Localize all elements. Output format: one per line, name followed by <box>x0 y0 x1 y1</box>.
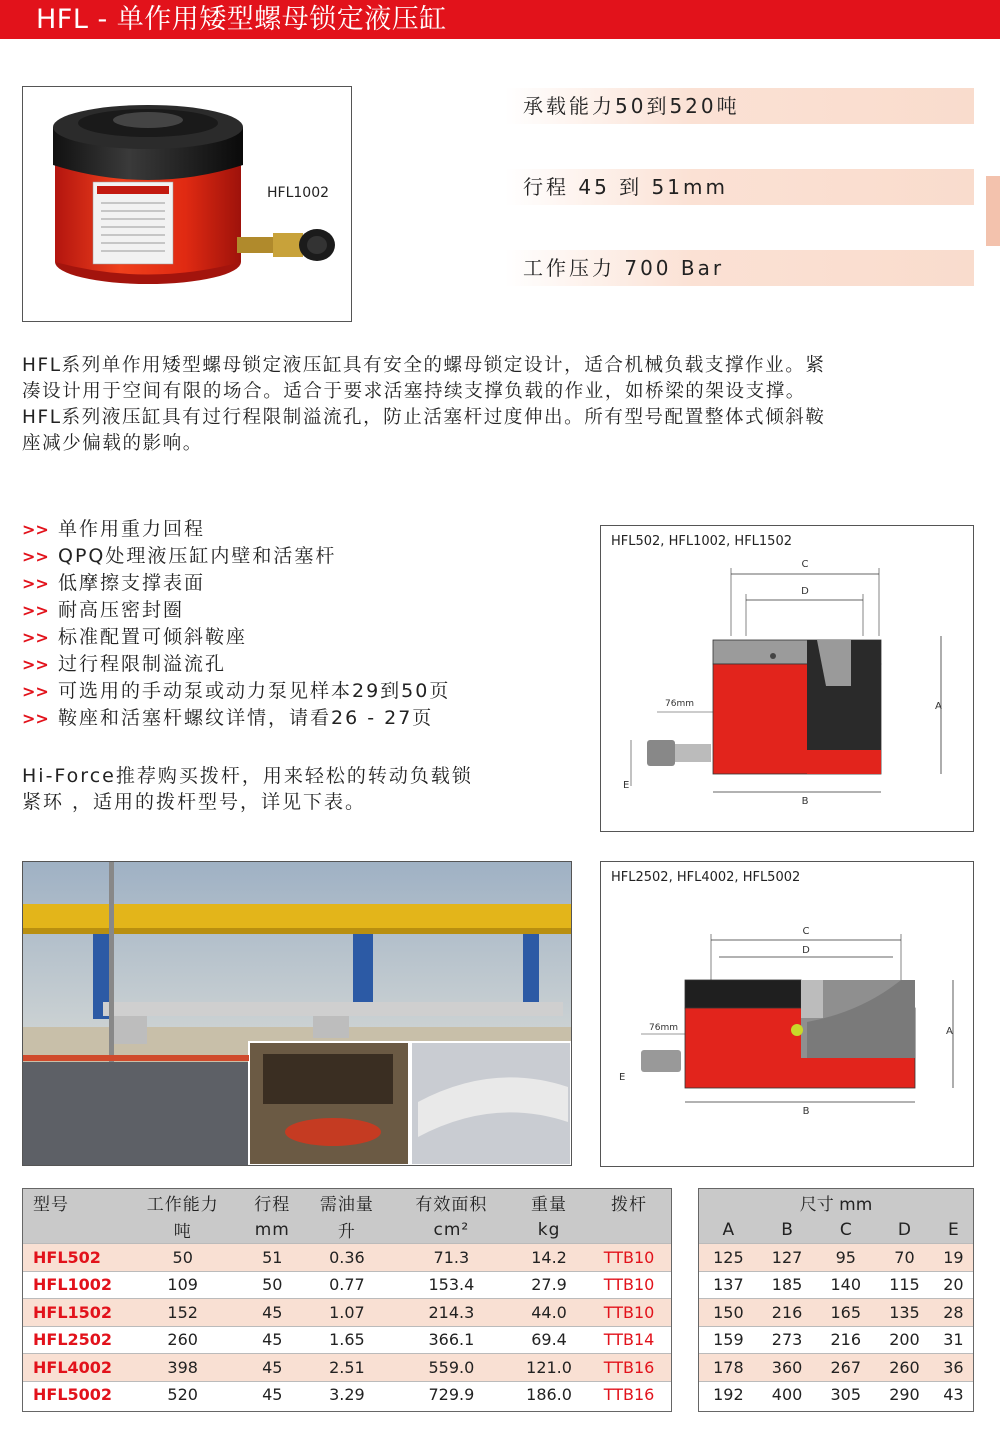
cell: 214.3 <box>392 1299 511 1327</box>
cell-rod: TTB10 <box>587 1244 671 1272</box>
cell: 400 <box>758 1381 817 1408</box>
cell: 366.1 <box>392 1326 511 1354</box>
feature-item <box>22 543 562 570</box>
table-row <box>23 1354 671 1382</box>
col-header-model: 型号 <box>33 1195 69 1215</box>
cell: 20 <box>934 1271 973 1299</box>
side-tab <box>986 176 1000 246</box>
cell: 185 <box>758 1271 817 1299</box>
table-header-row <box>23 1216 671 1244</box>
dim-c-label: C <box>802 926 810 937</box>
cell: 71.3 <box>392 1244 511 1272</box>
feature-item <box>22 705 562 732</box>
spec-pressure-text: 工作压力 700 Bar <box>523 256 725 280</box>
cell: 125 <box>699 1244 758 1272</box>
table-row <box>23 1244 671 1272</box>
col-header-rod: 拨杆 <box>611 1195 648 1215</box>
dim-b-label: B <box>802 1106 810 1117</box>
col-unit: cm² <box>433 1219 470 1240</box>
col-unit: 升 <box>337 1222 356 1242</box>
table-row <box>23 1326 671 1354</box>
cell: 127 <box>758 1244 817 1272</box>
cell: 273 <box>758 1326 817 1354</box>
feature-text: 标准配置可倾斜鞍座 <box>58 626 248 648</box>
feature-item <box>22 651 562 678</box>
spec-pressure <box>505 250 974 286</box>
header-bar <box>0 0 1000 39</box>
feature-item <box>22 597 562 624</box>
cell: 45 <box>242 1326 302 1354</box>
cell-rod: TTB16 <box>587 1381 671 1408</box>
col-header-a: A <box>722 1219 735 1240</box>
cell: 27.9 <box>511 1271 587 1299</box>
diagram-small-models <box>600 525 974 832</box>
cell: 165 <box>816 1299 875 1327</box>
cell: 36 <box>934 1354 973 1382</box>
col-unit <box>23 1216 123 1244</box>
cell: 45 <box>242 1381 302 1408</box>
dim-b-label: B <box>801 796 809 807</box>
page-title: HFL - 单作用矮型螺母锁定液压缸 <box>36 4 447 35</box>
col-header-e: E <box>948 1219 959 1240</box>
col-unit: kg <box>537 1219 561 1240</box>
cell: 0.77 <box>302 1271 392 1299</box>
description <box>22 353 976 457</box>
diagram-large-models <box>600 861 974 1167</box>
cell-rod: TTB14 <box>587 1326 671 1354</box>
feature-list <box>22 516 562 732</box>
cell: 729.9 <box>392 1381 511 1408</box>
cell: 216 <box>758 1299 817 1327</box>
recommendation <box>22 763 562 815</box>
col-unit: mm <box>254 1219 290 1240</box>
dim-d-label: D <box>802 945 810 956</box>
cell: 45 <box>242 1354 302 1382</box>
cell: 135 <box>875 1299 934 1327</box>
feature-text: 过行程限制溢流孔 <box>58 653 227 675</box>
cell: 186.0 <box>511 1381 587 1408</box>
cell: 137 <box>699 1271 758 1299</box>
cylinder-illustration <box>23 87 352 322</box>
cell: 109 <box>123 1271 242 1299</box>
feature-item <box>22 624 562 651</box>
cell: 398 <box>123 1354 242 1382</box>
cell: 140 <box>816 1271 875 1299</box>
table-row <box>23 1381 671 1408</box>
cell: 31 <box>934 1326 973 1354</box>
cell: 45 <box>242 1299 302 1327</box>
col-header-area: 有效面积 <box>415 1195 488 1215</box>
feature-text: 低摩擦支撑表面 <box>58 572 206 594</box>
col-header-oil: 需油量 <box>319 1195 374 1215</box>
cell: 290 <box>875 1381 934 1408</box>
dim-d-label: D <box>801 586 809 597</box>
col-header-weight: 重量 <box>531 1195 568 1215</box>
cell-model: HFL2502 <box>23 1326 123 1354</box>
cell: 260 <box>875 1354 934 1382</box>
col-header-stroke: 行程 <box>254 1195 291 1215</box>
chevron-icon: >> <box>22 601 49 620</box>
cell: 153.4 <box>392 1271 511 1299</box>
feature-text: 可选用的手动泵或动力泵见样本29到50页 <box>58 680 451 702</box>
diagram-drawing <box>601 526 973 831</box>
table-row <box>699 1326 973 1354</box>
table-row <box>699 1299 973 1327</box>
cell-rod: TTB10 <box>587 1299 671 1327</box>
table-header-row <box>23 1189 671 1216</box>
description-line: 凑设计用于空间有限的场合。适合于要求活塞持续支撑负载的作业，如桥梁的架设支撑。 <box>22 381 806 402</box>
table-row <box>23 1299 671 1327</box>
cell: 95 <box>816 1244 875 1272</box>
feature-item <box>22 570 562 597</box>
dim-a-label: A <box>946 1026 953 1037</box>
col-header-b: B <box>781 1219 793 1240</box>
cell: 360 <box>758 1354 817 1382</box>
cell-rod: TTB16 <box>587 1354 671 1382</box>
table-row <box>699 1244 973 1272</box>
description-line: HFL系列液压缸具有过行程限制溢流孔，防止活塞杆过度伸出。所有型号配置整体式倾斜鞍 <box>22 407 826 428</box>
col-unit <box>587 1216 671 1244</box>
description-line: HFL系列单作用矮型螺母锁定液压缸具有安全的螺母锁定设计，适合机械负载支撑作业。紧 <box>22 355 826 376</box>
cell: 50 <box>123 1244 242 1272</box>
cell-model: HFL1502 <box>23 1299 123 1327</box>
cell-model: HFL5002 <box>23 1381 123 1408</box>
spec-table <box>22 1188 672 1412</box>
chevron-icon: >> <box>22 709 49 728</box>
cell: 43 <box>934 1381 973 1408</box>
dim-e-label: E <box>619 1072 626 1083</box>
table-row <box>699 1271 973 1299</box>
cell: 115 <box>875 1271 934 1299</box>
table-row <box>23 1271 671 1299</box>
dimension-table <box>698 1188 974 1412</box>
dim-e-label: E <box>623 780 630 791</box>
cell: 69.4 <box>511 1326 587 1354</box>
col-unit: 吨 <box>173 1222 192 1242</box>
cell: 192 <box>699 1381 758 1408</box>
table-row <box>699 1354 973 1382</box>
dim-c-label: C <box>801 559 809 570</box>
spec-stroke-text: 行程 45 到 51mm <box>523 175 728 199</box>
feature-text: 鞍座和活塞杆螺纹详情，请看26 - 27页 <box>58 707 434 729</box>
diagram-drawing <box>601 862 973 1166</box>
diagram-title: HFL2502, HFL4002, HFL5002 <box>611 870 801 885</box>
cell: 152 <box>123 1299 242 1327</box>
spec-capacity-text: 承载能力50到520吨 <box>523 94 740 118</box>
cell: 70 <box>875 1244 934 1272</box>
chevron-icon: >> <box>22 655 49 674</box>
cell: 44.0 <box>511 1299 587 1327</box>
chevron-icon: >> <box>22 682 49 701</box>
chevron-icon: >> <box>22 574 49 593</box>
chevron-icon: >> <box>22 520 49 539</box>
spec-stroke <box>505 169 974 205</box>
recommendation-line: Hi-Force推荐购买拨杆，用来轻松的转动负载锁 <box>22 765 473 787</box>
cell: 260 <box>123 1326 242 1354</box>
chevron-icon: >> <box>22 547 49 566</box>
cell: 159 <box>699 1326 758 1354</box>
cell: 200 <box>875 1326 934 1354</box>
bridge-construction-illustration <box>23 862 571 1165</box>
cell: 0.36 <box>302 1244 392 1272</box>
cell-rod: TTB10 <box>587 1271 671 1299</box>
feature-text: 耐高压密封圈 <box>58 599 185 621</box>
photo-model-label: HFL1002 <box>267 185 330 201</box>
product-photo <box>22 86 352 322</box>
cell: 28 <box>934 1299 973 1327</box>
cell: 267 <box>816 1354 875 1382</box>
col-header-capacity: 工作能力 <box>146 1195 219 1215</box>
cell: 19 <box>934 1244 973 1272</box>
cell: 1.07 <box>302 1299 392 1327</box>
cell: 14.2 <box>511 1244 587 1272</box>
cell: 50 <box>242 1271 302 1299</box>
cell: 559.0 <box>392 1354 511 1382</box>
cell: 2.51 <box>302 1354 392 1382</box>
cell-model: HFL1002 <box>23 1271 123 1299</box>
cell-model: HFL502 <box>23 1244 123 1272</box>
feature-item <box>22 516 562 543</box>
diagram-title: HFL502, HFL1002, HFL1502 <box>611 534 792 549</box>
cell: 305 <box>816 1381 875 1408</box>
feature-text: QPQ处理液压缸内壁和活塞杆 <box>58 545 337 567</box>
application-photo <box>22 861 572 1166</box>
table-header-row <box>699 1189 973 1216</box>
spec-capacity <box>505 88 974 124</box>
cell-model: HFL4002 <box>23 1354 123 1382</box>
feature-item <box>22 678 562 705</box>
feature-text: 单作用重力回程 <box>58 518 206 540</box>
dim-table-title: 尺寸 mm <box>799 1195 873 1215</box>
cell: 178 <box>699 1354 758 1382</box>
dim-a-label: A <box>935 701 942 712</box>
description-line: 座减少偏载的影响。 <box>22 433 203 454</box>
port-dim-label: 76mm <box>665 699 694 709</box>
table-row <box>699 1381 973 1408</box>
cell: 121.0 <box>511 1354 587 1382</box>
cell: 216 <box>816 1326 875 1354</box>
col-header-c: C <box>839 1219 852 1240</box>
chevron-icon: >> <box>22 628 49 647</box>
cell: 150 <box>699 1299 758 1327</box>
cell: 520 <box>123 1381 242 1408</box>
cell: 1.65 <box>302 1326 392 1354</box>
cell: 51 <box>242 1244 302 1272</box>
port-dim-label: 76mm <box>649 1023 678 1033</box>
table-header-row <box>699 1216 973 1244</box>
col-header-d: D <box>897 1219 911 1240</box>
cell: 3.29 <box>302 1381 392 1408</box>
recommendation-line: 紧环 ，适用的拨杆型号，详见下表。 <box>22 791 367 813</box>
